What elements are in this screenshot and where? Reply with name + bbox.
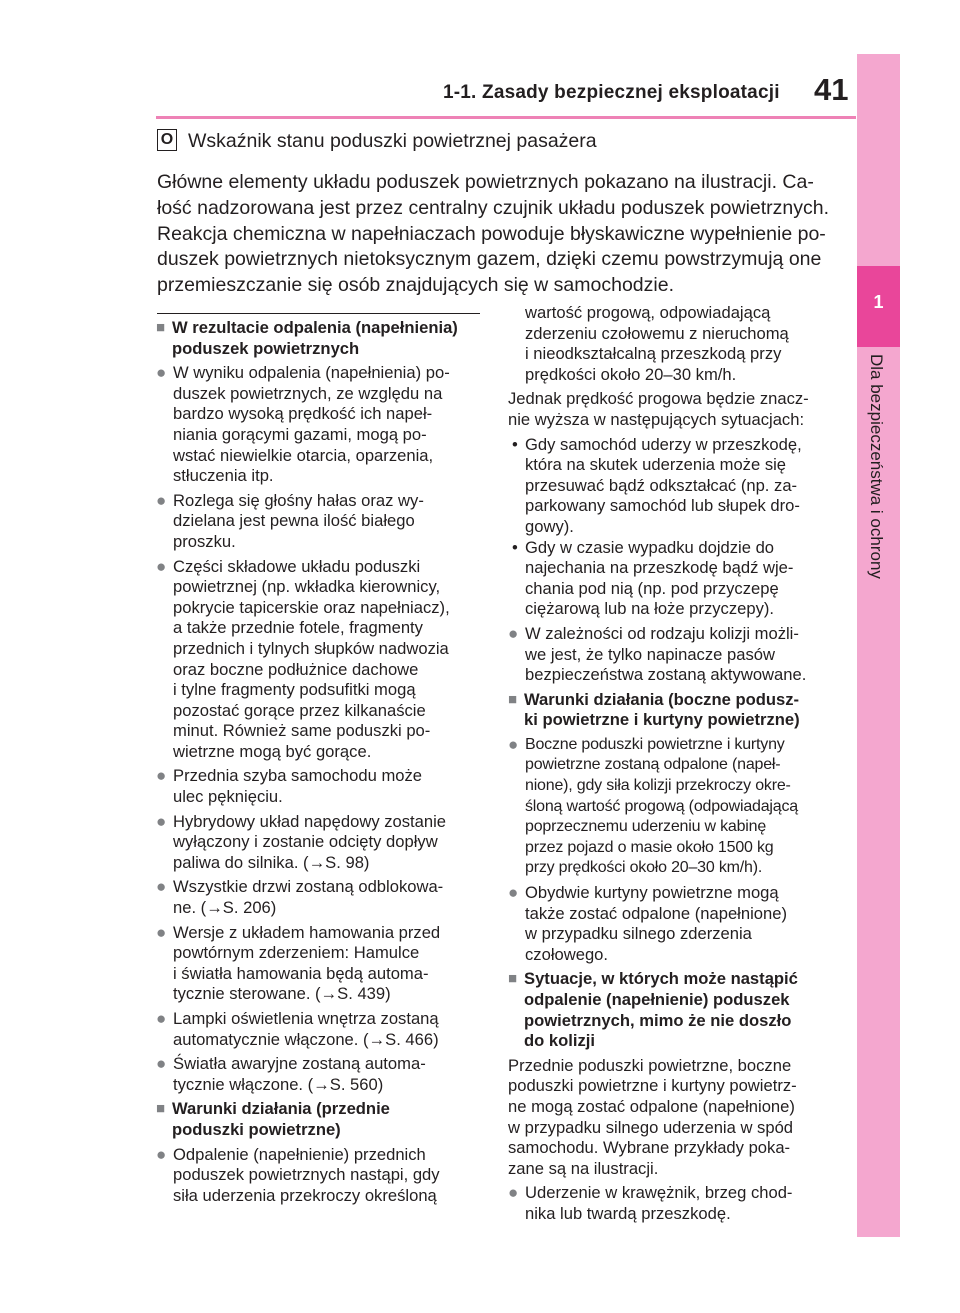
chapter-number: 1	[873, 292, 884, 312]
running-header-title: 1-1. Zasady bezpiecznej eksploatacji	[443, 82, 780, 103]
list-item: ● Hybrydowy układ napędowy zostanie wyłączony i zostanie odcięty dopływ paliwa do silnika. (→S. 98)	[156, 811, 447, 872]
page-number: 41	[814, 72, 849, 107]
circle-bullet-icon: ●	[508, 883, 519, 903]
left-column	[156, 318, 486, 1210]
circle-bullet-icon: ●	[156, 922, 167, 942]
square-bullet-icon: ■	[156, 1100, 166, 1118]
intro-line: Reakcja chemiczna w napełniaczach powoduje błyskawiczne wypełnienie po-	[157, 222, 826, 245]
list-item: ● W zależności od rodzaju kolizji możli- we jest, że tylko napinacze pasów bezpieczeństwa zostaną aktywowane.	[508, 623, 807, 685]
circle-bullet-icon: ●	[156, 877, 167, 897]
column-rule	[157, 313, 480, 314]
paragraph: Przednie poduszki powietrzne, boczne poduszki powietrzne i kurtyny powietrz- ne mogą zostać odpalone (napełnione) w przypadku silnego uderzenia w spód samochodu. Wybrane przykłady poka- zane są na ilustracji.	[508, 1055, 797, 1178]
chapter-label: Dla bezpieczeństwa i ochrony	[867, 354, 886, 579]
list-item: ● Światła awaryjne zostaną automa- tycznie włączone. (→S. 560)	[156, 1054, 426, 1094]
intro-paragraph	[157, 170, 855, 299]
chapter-sidebar	[857, 54, 900, 1237]
circle-bullet-icon: ●	[156, 1054, 167, 1074]
list-item: ● Odpalenie (napełnienie) przednich poduszek powietrznych nastąpi, gdy siła uderzenia przekroczy określoną	[156, 1144, 440, 1205]
list-item: ● Części składowe układu poduszki powietrznej (np. wkładka kierownicy, pokrycie tapicerskie oraz napełniacz), a także przednie fotele, fragmenty przednich i tylnych słupków nadwozia oraz boczne podłużnice dachowe i tylne fragmenty podsufitki mogą pozostać gorące przez kilkanaście minut. Również same poduszki po- wietrzne mogą być gorące.	[156, 556, 450, 761]
circle-bullet-icon: ●	[156, 363, 167, 383]
circle-bullet-icon: ●	[156, 1144, 167, 1164]
section-heading: ■ Sytuacje, w których może nastąpić odpalenie (napełnienie) poduszek powietrznych, mimo że nie doszło do kolizji	[508, 969, 798, 1051]
list-item: ● Rozlega się głośny hałas oraz wy- dzielana jest pewna ilość białego proszku.	[156, 490, 424, 551]
circle-bullet-icon: ●	[508, 734, 519, 754]
bullet-dot-icon: •	[512, 434, 518, 454]
bullet-item: • Gdy w czasie wypadku dojdzie do najechania na przeszkodę bądź wje- chania pod nią (np. pod przyczepę ciężarową lub na łoże przyczepy).	[512, 537, 794, 619]
circle-bullet-icon: ●	[156, 811, 167, 831]
list-item: ● Uderzenie w krawężnik, brzeg chod- nika lub twardą przeszkodę.	[508, 1183, 793, 1223]
callout-title: Wskaźnik stanu poduszki powietrznej pasażera	[188, 130, 597, 152]
square-bullet-icon: ■	[508, 970, 518, 988]
section-heading: ■ Warunki działania (boczne podusz- ki powietrzne i kurtyny powietrzne)	[508, 689, 800, 730]
list-item: ● Wszystkie drzwi zostaną odblokowa- ne. (→S. 206)	[156, 877, 444, 918]
section-heading: ■ Warunki działania (przednie poduszki powietrzne)	[156, 1099, 390, 1139]
list-item-continuation: wartość progową, odpowiadającą zderzeniu czołowemu z nieruchomą i nieodkształcalną przeszkodą przy prędkości około 20–30 km/h.	[525, 303, 789, 384]
list-item: ● Wersje z układem hamowania przed powtórnym zderzeniem: Hamulce i światła hamowania będą automa- tycznie sterowane. (→S. 439)	[156, 922, 441, 1004]
list-item: ● Obydwie kurtyny powietrzne mogą także zostać odpalone (napełnione) w przypadku silnego zderzenia czołowego.	[508, 883, 787, 964]
circle-bullet-icon: ●	[508, 623, 519, 643]
header-rule	[156, 116, 856, 119]
list-item: ● W wyniku odpalenia (napełnienia) po- duszek powietrznych, ze względu na bardzo wysoką prędkość ich napeł- niania gorącymi gazami, mogą po- wstać niewielkie otarcia, oparzenia, stłuczenia itp.	[156, 363, 450, 486]
callout-letter-box: O	[157, 129, 177, 151]
circle-bullet-icon: ●	[508, 1183, 519, 1203]
square-bullet-icon: ■	[508, 690, 518, 708]
circle-bullet-icon: ●	[156, 490, 167, 510]
bullet-dot-icon: •	[512, 537, 518, 557]
circle-bullet-icon: ●	[156, 556, 167, 576]
list-item: ● Boczne poduszki powietrzne i kurtyny powietrzne zostaną odpalone (napeł- nione), gdy siła kolizji przekroczy okre- śloną wartość progową (odpowiadającą poprzecznemu uderzeniu w kabinę przez pojazd o masie około 1500 kg przy prędkości około 20–30 km/h).	[508, 734, 798, 877]
section-heading: ■ W rezultacie odpalenia (napełnienia) poduszek powietrznych	[156, 318, 458, 358]
intro-line: przemieszczanie się osób znajdujących się w samochodzie.	[157, 274, 674, 297]
bullet-item: • Gdy samochód uderzy w przeszkodę, która na skutek uderzenia może się przesuwać bądź odkształcać (np. za- parkowany samochód lub słupek dro- gowy).	[512, 434, 802, 536]
intro-line: łość nadzorowana jest przez centralny czujnik układu poduszek powietrznych.	[157, 196, 830, 219]
intro-line: duszek powietrznych nietoksycznym gazem, dzięki czemu powstrzymują one	[157, 248, 822, 271]
list-item: ● Przednia szyba samochodu może ulec pęknięciu.	[156, 766, 423, 807]
right-column	[508, 303, 853, 1229]
list-item: ● Lampki oświetlenia wnętrza zostaną automatycznie włączone. (→S. 466)	[156, 1009, 439, 1049]
paragraph: Jednak prędkość progowa będzie znacz- nie wyższa w następujących sytuacjach:	[508, 389, 809, 429]
intro-line: Główne elementy układu poduszek powietrznych pokazano na ilustracji. Ca-	[157, 171, 814, 193]
circle-bullet-icon: ●	[156, 1009, 167, 1028]
circle-bullet-icon: ●	[156, 766, 167, 786]
square-bullet-icon: ■	[156, 319, 166, 336]
